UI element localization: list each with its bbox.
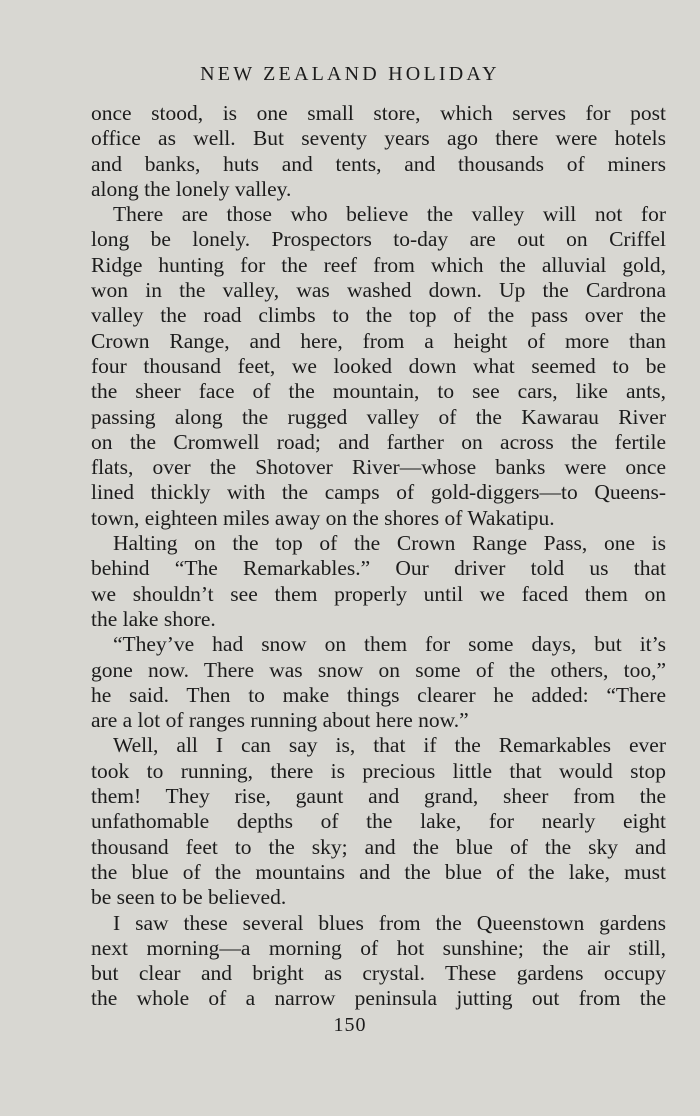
text-line: the whole of a narrow peninsula jutting out from the xyxy=(91,986,666,1011)
text-line: and banks, huts and tents, and thousands of miners xyxy=(91,151,666,176)
text-line: he said. Then to make things clearer he added: “There xyxy=(91,682,666,707)
text-line: four thousand feet, we looked down what seemed to be xyxy=(91,353,666,378)
text-line: unfathomable depths of the lake, for nearly eight xyxy=(91,809,666,834)
text-line: be seen to be believed. xyxy=(91,885,287,910)
text-line: Crown Range, and here, from a height of more than xyxy=(91,328,666,353)
text-line: valley the road climbs to the top of the pass over the xyxy=(91,303,666,328)
text-line: office as well. But seventy years ago there were hotels xyxy=(91,126,666,151)
text-line: Halting on the top of the Crown Range Pass, one is xyxy=(113,531,666,556)
page-number: 150 xyxy=(333,1014,367,1036)
text-line: “They’ve had snow on them for some days, but it’s xyxy=(113,632,666,657)
text-line: Well, all I can say is, that if the Remarkables ever xyxy=(113,733,666,758)
text-line: Ridge hunting for the reef from which the alluvial gold, xyxy=(91,252,666,277)
body-text xyxy=(91,101,666,1012)
text-line: we shouldn’t see them properly until we faced them on xyxy=(91,581,666,606)
text-line: flats, over the Shotover River—whose banks were once xyxy=(91,455,666,480)
text-line: once stood, is one small store, which serves for post xyxy=(91,101,666,125)
text-line: along the lonely valley. xyxy=(91,176,292,201)
text-line: I saw these several blues from the Queenstown gardens xyxy=(113,910,666,935)
text-line: thousand feet to the sky; and the blue of the sky and xyxy=(91,834,666,859)
text-line: them! They rise, gaunt and grand, sheer from the xyxy=(91,784,666,809)
text-line: gone now. There was snow on some of the others, too,” xyxy=(91,657,666,682)
text-line: next morning—a morning of hot sunshine; the air still, xyxy=(91,935,666,960)
text-line: lined thickly with the camps of gold-diggers—to Queens- xyxy=(91,480,666,505)
text-line: took to running, there is precious little that would stop xyxy=(91,758,666,783)
text-line: behind “The Remarkables.” Our driver told us that xyxy=(91,556,666,581)
text-line: town, eighteen miles away on the shores of Wakatipu. xyxy=(91,505,555,530)
text-line: long be lonely. Prospectors to-day are out on Criffel xyxy=(91,227,666,252)
text-line: There are those who believe the valley will not for xyxy=(113,202,666,227)
text-line: the blue of the mountains and the blue of the lake, must xyxy=(91,859,666,884)
running-head: NEW ZEALAND HOLIDAY xyxy=(200,63,500,85)
text-line: are a lot of ranges running about here now.” xyxy=(91,708,469,733)
text-line: on the Cromwell road; and farther on across the fertile xyxy=(91,429,666,454)
text-line: passing along the rugged valley of the Kawarau River xyxy=(91,404,666,429)
text-line: the sheer face of the mountain, to see cars, like ants, xyxy=(91,379,666,404)
text-line: but clear and bright as crystal. These gardens occupy xyxy=(91,961,666,986)
text-line: won in the valley, was washed down. Up the Cardrona xyxy=(91,278,666,303)
text-line: the lake shore. xyxy=(91,606,216,631)
